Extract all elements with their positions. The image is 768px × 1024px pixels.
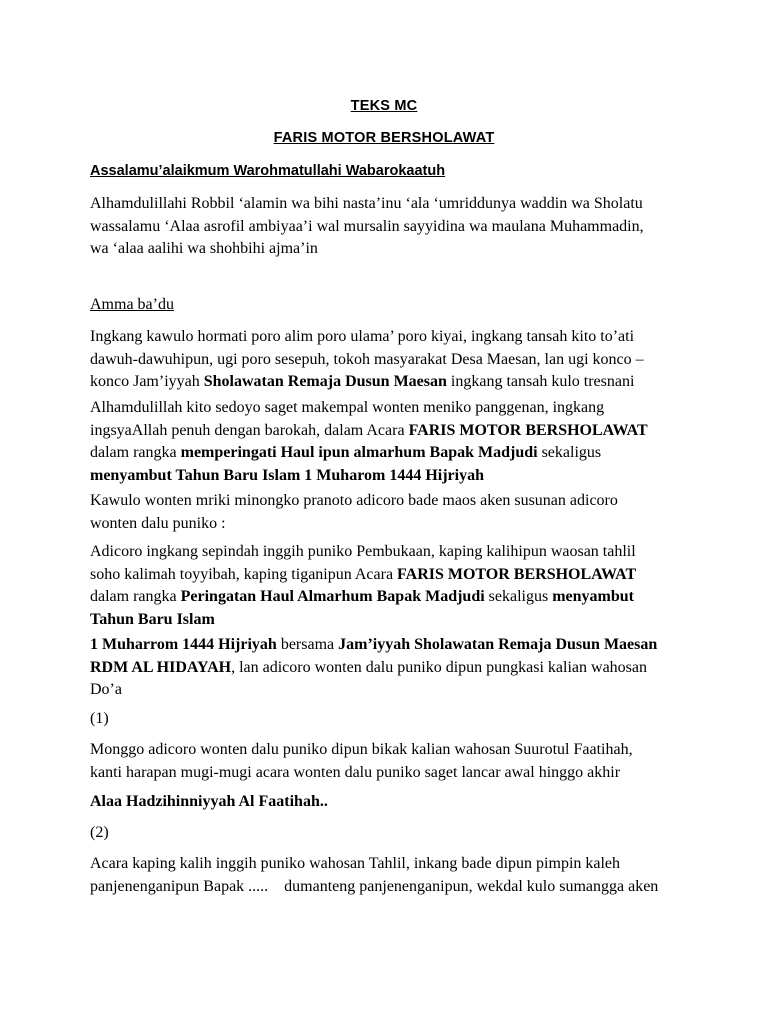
document-title: TEKS MC	[350, 98, 418, 114]
paragraph-fatihah-invite	[90, 739, 680, 784]
text-line: kanti harapan mugi-mugi acara wonten dalu puniko saget lancar awal hinggo akhir	[90, 763, 621, 781]
paragraph-opening-prayer	[90, 193, 680, 261]
text-line: RDM AL HIDAYAH, lan adicoro wonten dalu puniko dipun pungkasi kalian wahosan	[90, 658, 647, 676]
text-line: 1 Muharrom 1444 Hijriyah bersama Jam’iyyah Sholawatan Remaja Dusun Maesan	[90, 636, 658, 653]
text-line: wa ‘alaa aalihi wa shohbihi ajma’in	[90, 240, 318, 257]
text-line: konco Jam’iyyah Sholawatan Remaja Dusun Maesan ingkang tansah kulo tresnani	[90, 373, 635, 390]
text-line: Acara kaping kalih inggih puniko wahosan Tahlil, inkang bade dipun pimpin kaleh	[90, 855, 621, 872]
section-number-2: (2)	[90, 824, 109, 841]
text-line: Tahun Baru Islam	[90, 610, 215, 628]
greeting-line: Assalamu’alaikmum Warohmatullahi Wabarokaatuh	[90, 163, 446, 179]
text-line: panjenenganipun Bapak ..... dumanteng panjenenganipun, wekdal kulo sumangga aken	[90, 877, 659, 895]
section-number-1: (1)	[90, 710, 109, 727]
text-line: dalam rangka memperingati Haul ipun almarhum Bapak Madjudi sekaligus	[90, 444, 602, 461]
paragraph-gathering	[90, 397, 680, 487]
text-line: dalam rangka Peringatan Haul Almarhum Bapak Madjudi sekaligus menyambut	[90, 588, 634, 605]
text-line: dawuh-dawuhipun, ugi poro sesepuh, tokoh masyarakat Desa Maesan, lan ugi konco –	[90, 350, 644, 368]
text-line: soho kalimah toyyibah, kaping tiganipun Acara FARIS MOTOR BERSHOLAWAT	[90, 565, 637, 583]
document-subtitle: FARIS MOTOR BERSHOLAWAT	[273, 130, 495, 146]
text-line: Monggo adicoro wonten dalu puniko dipun bikak kalian wahosan Suurotul Faatihah,	[90, 741, 633, 758]
paragraph-respects	[90, 326, 680, 394]
text-line: Ingkang kawulo hormati poro alim poro ulama’ poro kiyai, ingkang tansah kito to’ati	[90, 328, 635, 345]
text-line: wonten dalu puniko :	[90, 514, 226, 532]
amma-badu-line: Amma ba’du	[90, 296, 174, 313]
text-line: Do’a	[90, 681, 122, 698]
paragraph-agenda	[90, 541, 680, 631]
text-line: Alhamdulillah kito sedoyo saget makempal wonten meniko panggenan, ingkang	[90, 399, 605, 416]
paragraph-agenda-intro	[90, 490, 680, 535]
text-line: ingsyaAllah penuh dengan barokah, dalam Acara FARIS MOTOR BERSHOLAWAT	[90, 421, 648, 439]
text-line: menyambut Tahun Baru Islam 1 Muharom 1444 Hijriyah	[90, 466, 484, 484]
text-line: Kawulo wonten mriki minongko pranoto adicoro bade maos aken susunan adicoro	[90, 492, 618, 509]
fatihah-line: Alaa Hadzihinniyyah Al Faatihah..	[90, 793, 328, 810]
paragraph-tahlil	[90, 853, 680, 898]
paragraph-closing-agenda	[90, 634, 680, 702]
text-line: Adicoro ingkang sepindah inggih puniko Pembukaan, kaping kalihipun waosan tahlil	[90, 543, 636, 560]
text-line: wassalamu ‘Alaa asrofil ambiyaa’i wal mursalin sayyidina wa maulana Muhammadin,	[90, 217, 644, 235]
text-line: Alhamdulillahi Robbil ‘alamin wa bihi nasta’inu ‘ala ‘umriddunya waddin wa Sholatu	[90, 195, 643, 212]
